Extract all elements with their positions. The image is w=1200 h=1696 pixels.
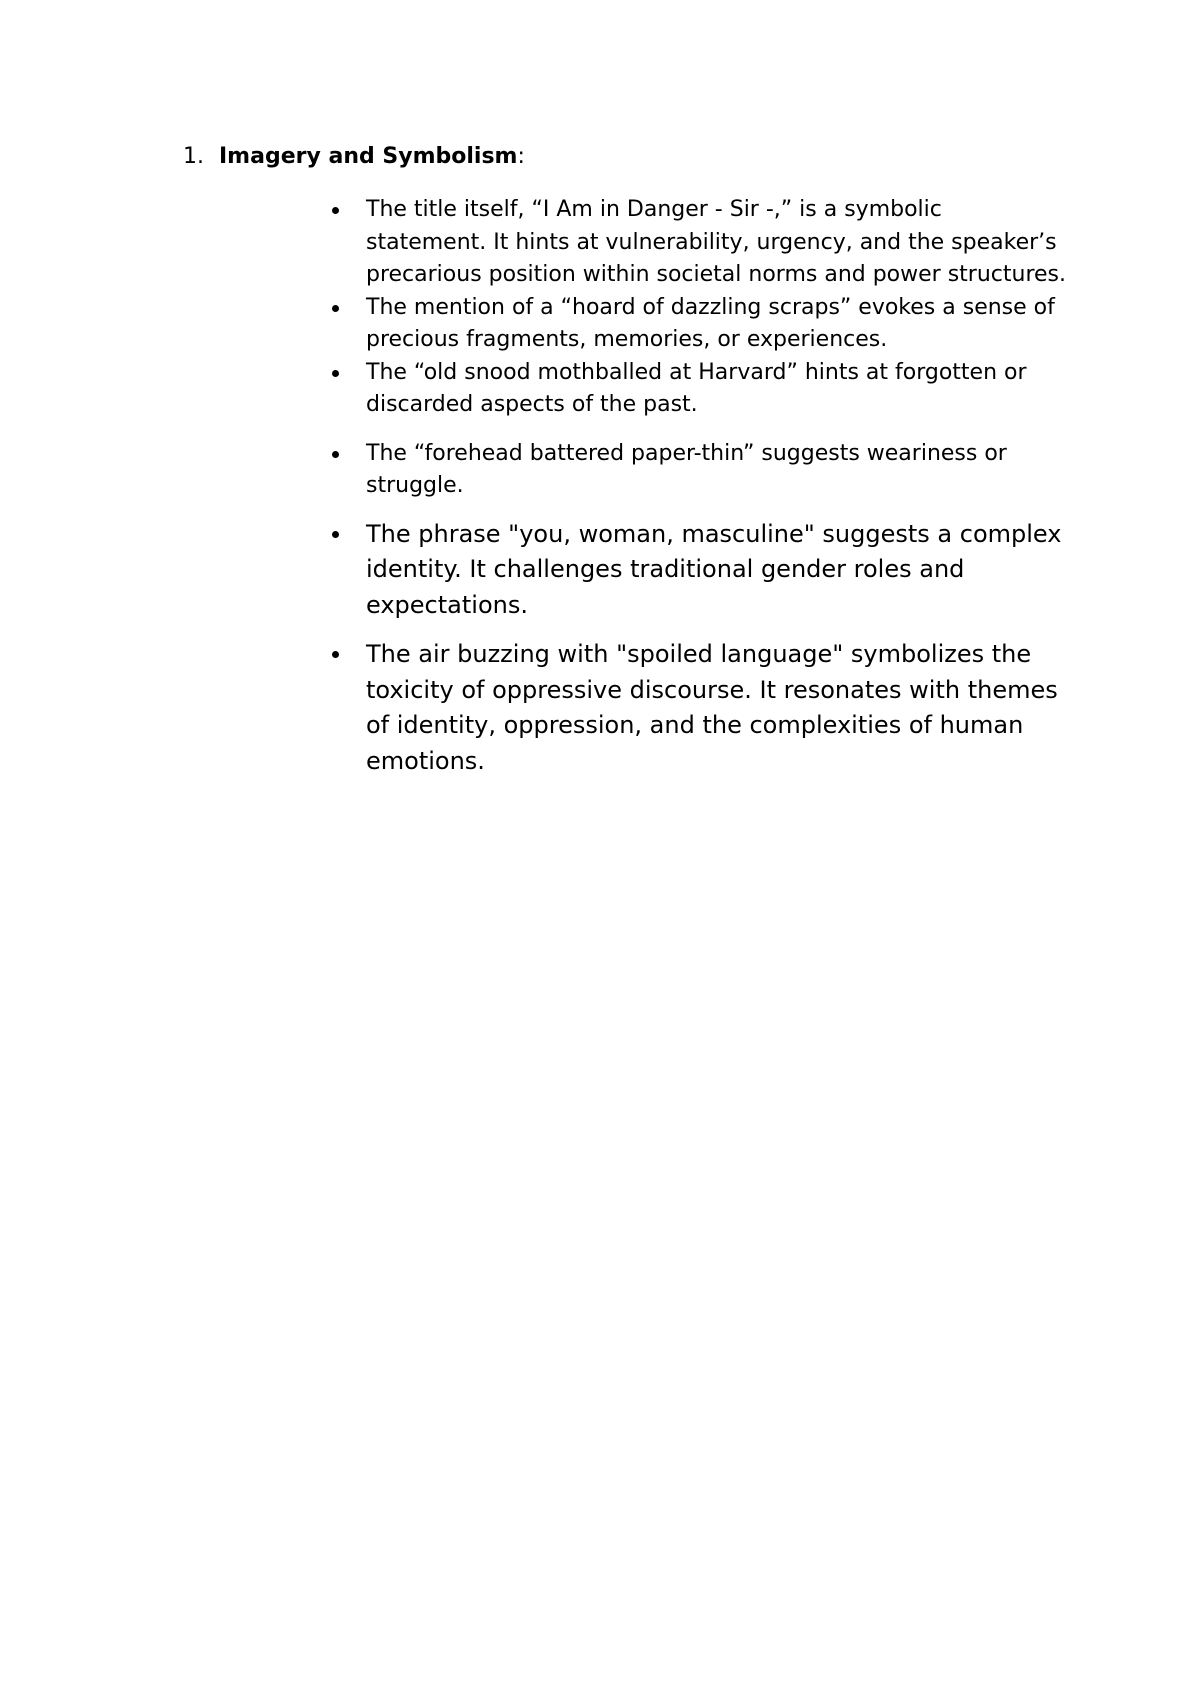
list-item bbox=[326, 517, 1066, 624]
list-item-text: The title itself, “I Am in Danger - Sir -,” is a symbolic statement. It hints at vulnerability, urgency, and the speaker’s precarious position within societal norms and power structures. bbox=[366, 197, 1067, 287]
section-title-colon: : bbox=[517, 144, 525, 169]
bullet-icon bbox=[332, 207, 339, 214]
section-heading bbox=[183, 141, 525, 173]
list-item-text: The mention of a “hoard of dazzling scraps” evokes a sense of precious fragments, memories, or experiences. bbox=[366, 294, 1055, 352]
section-number: 1. bbox=[183, 144, 204, 169]
list-item-text: The phrase "you, woman, masculine" suggests a complex identity. It challenges traditional gender roles and expectations. bbox=[366, 519, 1062, 619]
bullet-icon bbox=[332, 651, 339, 658]
list-item bbox=[326, 194, 1066, 292]
bullet-icon bbox=[332, 370, 339, 377]
list-item bbox=[326, 438, 1066, 503]
list-item bbox=[326, 292, 1066, 357]
list-item bbox=[326, 637, 1066, 779]
list-item-text: The “forehead battered paper-thin” suggests weariness or struggle. bbox=[366, 440, 1007, 498]
bullet-icon bbox=[332, 305, 339, 312]
section-title: Imagery and Symbolism bbox=[219, 144, 518, 169]
bullet-list bbox=[326, 194, 1066, 779]
bullet-icon bbox=[332, 451, 339, 458]
list-item bbox=[326, 357, 1066, 422]
list-item-text: The “old snood mothballed at Harvard” hints at forgotten or discarded aspects of the past. bbox=[366, 359, 1027, 417]
bullet-icon bbox=[332, 531, 339, 538]
list-item-text: The air buzzing with "spoiled language" symbolizes the toxicity of oppressive discourse. It resonates with themes of identity, oppression, and the complexities of human emotions. bbox=[366, 640, 1058, 775]
